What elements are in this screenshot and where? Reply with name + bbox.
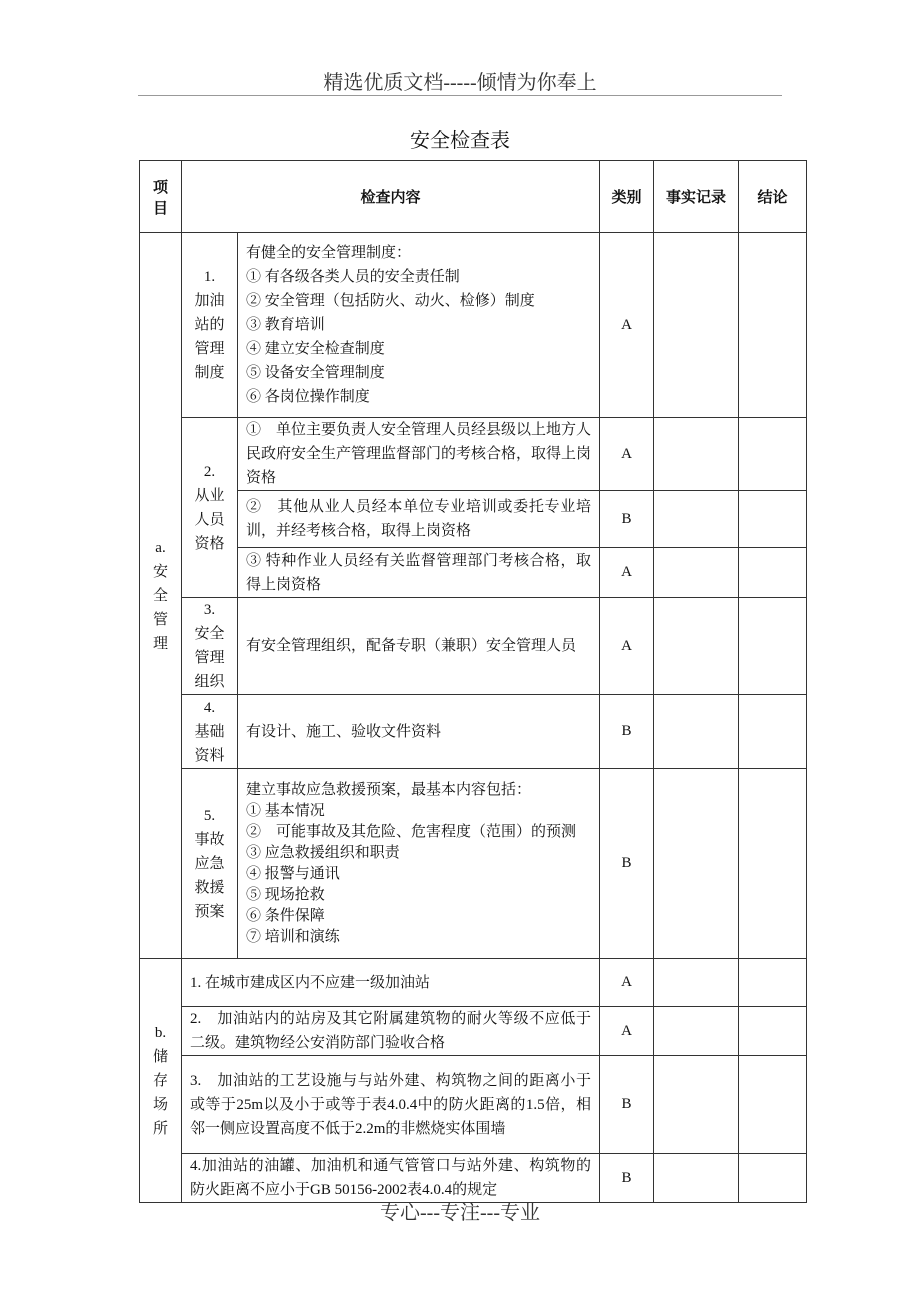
- table-row: [140, 598, 807, 695]
- content-line: ② 其他从业人员经本单位专业培训或委托专业培训，并经考核合格，取得上岗资格: [246, 499, 591, 539]
- content-line: ② 安全管理（包括防火、动火、检修）制度: [246, 293, 535, 309]
- table-row: [140, 418, 807, 491]
- item-label: [182, 598, 238, 695]
- category-cell: A: [600, 418, 654, 491]
- check-content: [238, 548, 600, 598]
- check-content: [182, 1056, 600, 1154]
- item-label-line: 3.: [203, 602, 216, 618]
- header-divider: [138, 95, 782, 96]
- category-cell: A: [600, 233, 654, 418]
- check-content: [182, 1007, 600, 1056]
- record-cell[interactable]: [654, 1007, 739, 1056]
- category-cell: A: [600, 548, 654, 598]
- section-label-line: 理: [152, 635, 168, 652]
- section-label: [140, 959, 182, 1203]
- content-line: ③ 教育培训: [246, 317, 325, 333]
- content-line: 有健全的安全管理制度：: [246, 245, 412, 261]
- header-conclusion: 结论: [739, 161, 807, 233]
- record-cell[interactable]: [654, 548, 739, 598]
- section-label-line: a.: [155, 539, 166, 556]
- item-label-line: 资格: [194, 535, 225, 552]
- record-cell[interactable]: [654, 959, 739, 1007]
- header-content: 检查内容: [182, 161, 600, 233]
- item-label-line: 人员: [194, 511, 225, 528]
- item-label-line: 资料: [194, 747, 225, 764]
- table-row: [140, 548, 807, 598]
- check-content: [238, 418, 600, 491]
- content-line: 3. 加油站的工艺设施与与站外建、构筑物之间的距离小于或等于25m以及小于或等于表4.0.4中的防火距离的1.5倍，相邻一侧应设置高度不低于2.2m的非燃烧实体围墙: [190, 1072, 591, 1137]
- item-label-line: 基础: [194, 723, 225, 740]
- check-content: [238, 233, 600, 418]
- content-line: 有设计、施工、验收文件资料: [246, 723, 442, 740]
- item-label-line: 站的: [194, 317, 225, 333]
- section-label-line: 储: [152, 1048, 168, 1065]
- section-label-line: 管: [152, 611, 168, 628]
- content-line: 2. 加油站内的站房及其它附属建筑物的耐火等级不应低于二级。建筑物经公安消防部门验收合格: [190, 1011, 591, 1051]
- check-content: [238, 491, 600, 548]
- header-category: 类别: [600, 161, 654, 233]
- header-item: [140, 161, 182, 233]
- section-label-line: 存: [152, 1072, 168, 1089]
- record-cell[interactable]: [654, 1056, 739, 1154]
- content-line: ④ 报警与通讯: [246, 865, 340, 882]
- content-line: ⑤ 设备安全管理制度: [246, 365, 385, 381]
- conclusion-cell[interactable]: [739, 769, 807, 959]
- category-cell: B: [600, 1056, 654, 1154]
- item-label: [182, 233, 238, 418]
- conclusion-cell[interactable]: [739, 548, 807, 598]
- section-label: [140, 233, 182, 959]
- item-label-line: 安全: [194, 626, 225, 642]
- header-item-line: 项: [152, 179, 168, 196]
- content-line: ① 有各级各类人员的安全责任制: [246, 269, 460, 285]
- document-title: 安全检查表: [410, 130, 510, 152]
- table-row: [140, 769, 807, 959]
- table-row: [140, 233, 807, 418]
- category-cell: A: [600, 598, 654, 695]
- safety-checklist-table: [139, 160, 807, 1203]
- conclusion-cell[interactable]: [739, 959, 807, 1007]
- content-line: ③ 特种作业人员经有关监督管理部门考核合格，取得上岗资格: [246, 552, 591, 593]
- conclusion-cell[interactable]: [739, 1007, 807, 1056]
- conclusion-cell[interactable]: [739, 233, 807, 418]
- item-label: [182, 418, 238, 598]
- section-label-line: 安: [152, 563, 168, 580]
- item-label-line: 4.: [203, 699, 216, 716]
- record-cell[interactable]: [654, 491, 739, 548]
- table-row: [140, 959, 807, 1007]
- record-cell[interactable]: [654, 695, 739, 769]
- content-line: ⑦ 培训和演练: [246, 928, 340, 945]
- item-label-line: 从业: [194, 487, 225, 504]
- content-line: ⑥ 条件保障: [246, 907, 325, 924]
- content-line: ① 基本情况: [246, 802, 325, 819]
- table-header-row: [140, 161, 807, 233]
- item-label: [182, 769, 238, 959]
- item-label-line: 管理: [194, 341, 225, 357]
- page-header-text: 精选优质文档-----倾情为你奉上: [323, 72, 597, 94]
- check-content: [238, 598, 600, 695]
- table-row: [140, 1056, 807, 1154]
- content-line: ② 可能事故及其危险、危害程度（范围）的预测: [246, 823, 577, 840]
- item-label-line: 加油: [194, 293, 225, 309]
- header-record: 事实记录: [654, 161, 739, 233]
- section-label-line: 全: [152, 587, 168, 604]
- content-line: 建立事故应急救援预案，最基本内容包括：: [246, 781, 532, 798]
- section-label-line: 场: [152, 1096, 168, 1113]
- item-label-line: 预案: [194, 903, 225, 920]
- item-label-line: 制度: [194, 365, 225, 381]
- content-line: 4.加油站的油罐、加油机和通气管管口与站外建、构筑物的防火距离不应小于GB 50156-2002表4.0.4的规定: [190, 1158, 591, 1198]
- item-label-line: 1.: [203, 269, 216, 285]
- item-label: [182, 695, 238, 769]
- item-label-line: 5.: [203, 807, 216, 824]
- content-line: ④ 建立安全检查制度: [246, 341, 385, 357]
- item-label-line: 组织: [194, 674, 225, 690]
- section-label-line: b.: [154, 1024, 167, 1041]
- section-label-line: 所: [152, 1120, 168, 1137]
- category-cell: B: [600, 695, 654, 769]
- table-row: [140, 695, 807, 769]
- item-label-line: 2.: [203, 463, 216, 480]
- table-row: [140, 1007, 807, 1056]
- conclusion-cell[interactable]: [739, 418, 807, 491]
- content-line: 有安全管理组织，配备专职（兼职）安全管理人员: [246, 638, 577, 654]
- category-cell: B: [600, 1154, 654, 1203]
- category-cell: B: [600, 769, 654, 959]
- check-content: [238, 695, 600, 769]
- category-cell: A: [600, 1007, 654, 1056]
- item-label-line: 救援: [194, 879, 225, 896]
- content-line: ③ 应急救援组织和职责: [246, 844, 400, 861]
- conclusion-cell[interactable]: [739, 1056, 807, 1154]
- conclusion-cell[interactable]: [739, 598, 807, 695]
- check-content: [182, 959, 600, 1007]
- header-item-line: 目: [152, 200, 168, 217]
- record-cell[interactable]: [654, 769, 739, 959]
- record-cell[interactable]: [654, 598, 739, 695]
- record-cell[interactable]: [654, 418, 739, 491]
- item-label-line: 事故: [194, 831, 225, 848]
- category-cell: B: [600, 491, 654, 548]
- content-line: ⑤ 现场抢救: [246, 886, 325, 903]
- category-cell: A: [600, 959, 654, 1007]
- conclusion-cell[interactable]: [739, 695, 807, 769]
- content-line: 1. 在城市建成区内不应建一级加油站: [190, 974, 431, 991]
- item-label-line: 管理: [194, 650, 225, 666]
- table-row: [140, 491, 807, 548]
- page-footer-text: 专心---专注---专业: [380, 1202, 540, 1224]
- content-line: ⑥ 各岗位操作制度: [246, 389, 370, 405]
- item-label-line: 应急: [194, 855, 225, 872]
- conclusion-cell[interactable]: [739, 491, 807, 548]
- check-content: [238, 769, 600, 959]
- content-line: ① 单位主要负责人安全管理人员经县级以上地方人民政府安全生产管理监督部门的考核合格，取得上岗资格: [246, 422, 592, 486]
- record-cell[interactable]: [654, 233, 739, 418]
